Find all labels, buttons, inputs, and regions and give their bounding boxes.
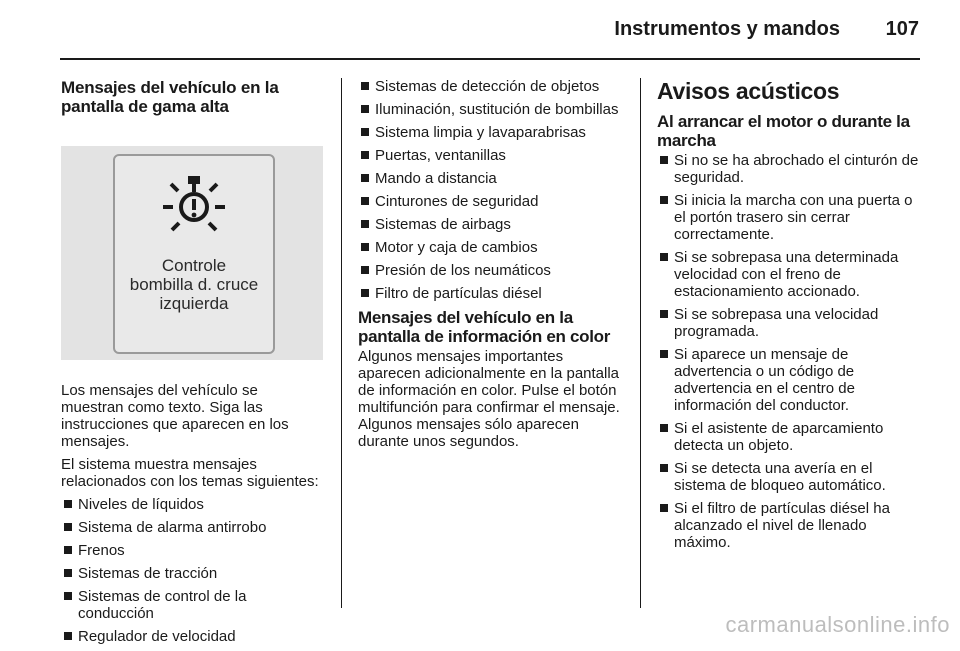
paragraph: El sistema muestra mensajes relacionados con los temas siguientes: — [61, 456, 319, 490]
list-item: Sistemas de control de la conducción — [61, 588, 323, 622]
list-item: Sistemas de airbags — [358, 216, 626, 233]
list-item: Si no se ha abrochado el cinturón de seguridad. — [657, 152, 923, 186]
list-item: Niveles de líquidos — [61, 496, 323, 513]
column-3 — [657, 78, 923, 557]
display-line: izquierda — [159, 294, 229, 313]
column-divider-2 — [640, 78, 641, 608]
column-2 — [358, 78, 626, 456]
list-item: Sistemas de detección de objetos — [358, 78, 626, 95]
list-item: Sistema de alarma antirrobo — [61, 519, 323, 536]
list-item: Si se sobrepasa una determinada velocidad con el freno de estacionamiento accionado. — [657, 249, 923, 300]
subsection-heading: Al arrancar el motor o durante la marcha — [657, 112, 910, 150]
display-message-card — [113, 154, 275, 354]
paragraph: Los mensajes del vehículo se muestran como texto. Siga las instrucciones que aparecen en los mensajes. — [61, 382, 289, 450]
display-figure — [61, 146, 323, 360]
list-item: Si aparece un mensaje de advertencia o un código de advertencia en el centro de información del conductor. — [657, 346, 923, 414]
topic-list — [358, 78, 626, 302]
paragraph: Algunos mensajes importantes aparecen adicionalmente en la pantalla de información en color. Pulse el botón multifunción para confirmar el mensaje. Algunos mensajes sólo aparecen durante unos segundos. — [358, 348, 620, 450]
list-item: Si se sobrepasa una velocidad programada. — [657, 306, 923, 340]
list-item: Puertas, ventanillas — [358, 147, 626, 164]
list-item: Si el filtro de partículas diésel ha alcanzado el nivel de llenado máximo. — [657, 500, 923, 551]
section-heading: Mensajes del vehículo en la pantalla de gama alta — [61, 78, 279, 116]
list-item: Filtro de partículas diésel — [358, 285, 626, 302]
column-1 — [61, 78, 323, 651]
list-item: Iluminación, sustitución de bombillas — [358, 101, 626, 118]
display-line: Controle — [161, 256, 227, 275]
section-title: Instrumentos y mandos — [614, 18, 840, 40]
list-item: Si se detecta una avería en el sistema de bloqueo automático. — [657, 460, 923, 494]
section-title-large: Avisos acústicos — [657, 78, 840, 104]
list-item: Regulador de velocidad — [61, 628, 323, 645]
list-item: Frenos — [61, 542, 323, 559]
list-item: Si el asistente de aparcamiento detecta un objeto. — [657, 420, 923, 454]
display-line: bombilla d. cruce — [129, 275, 259, 294]
list-item: Si inicia la marcha con una puerta o el portón trasero sin cerrar correctamente. — [657, 192, 923, 243]
display-message-text — [115, 256, 273, 313]
list-item: Presión de los neumáticos — [358, 262, 626, 279]
list-item: Cinturones de seguridad — [358, 193, 626, 210]
page-number: 107 — [885, 18, 919, 40]
list-item: Mando a distancia — [358, 170, 626, 187]
bulb-fault-icon — [159, 170, 229, 240]
list-item: Sistema limpia y lavaparabrisas — [358, 124, 626, 141]
watermark: carmanualsonline.info — [725, 612, 950, 637]
list-item: Sistemas de tracción — [61, 565, 323, 582]
section-heading: Mensajes del vehículo en la pantalla de información en color — [358, 308, 611, 346]
topic-list — [61, 496, 323, 645]
column-divider-1 — [341, 78, 342, 608]
warning-list — [657, 152, 923, 551]
list-item: Motor y caja de cambios — [358, 239, 626, 256]
header-divider — [60, 58, 920, 60]
